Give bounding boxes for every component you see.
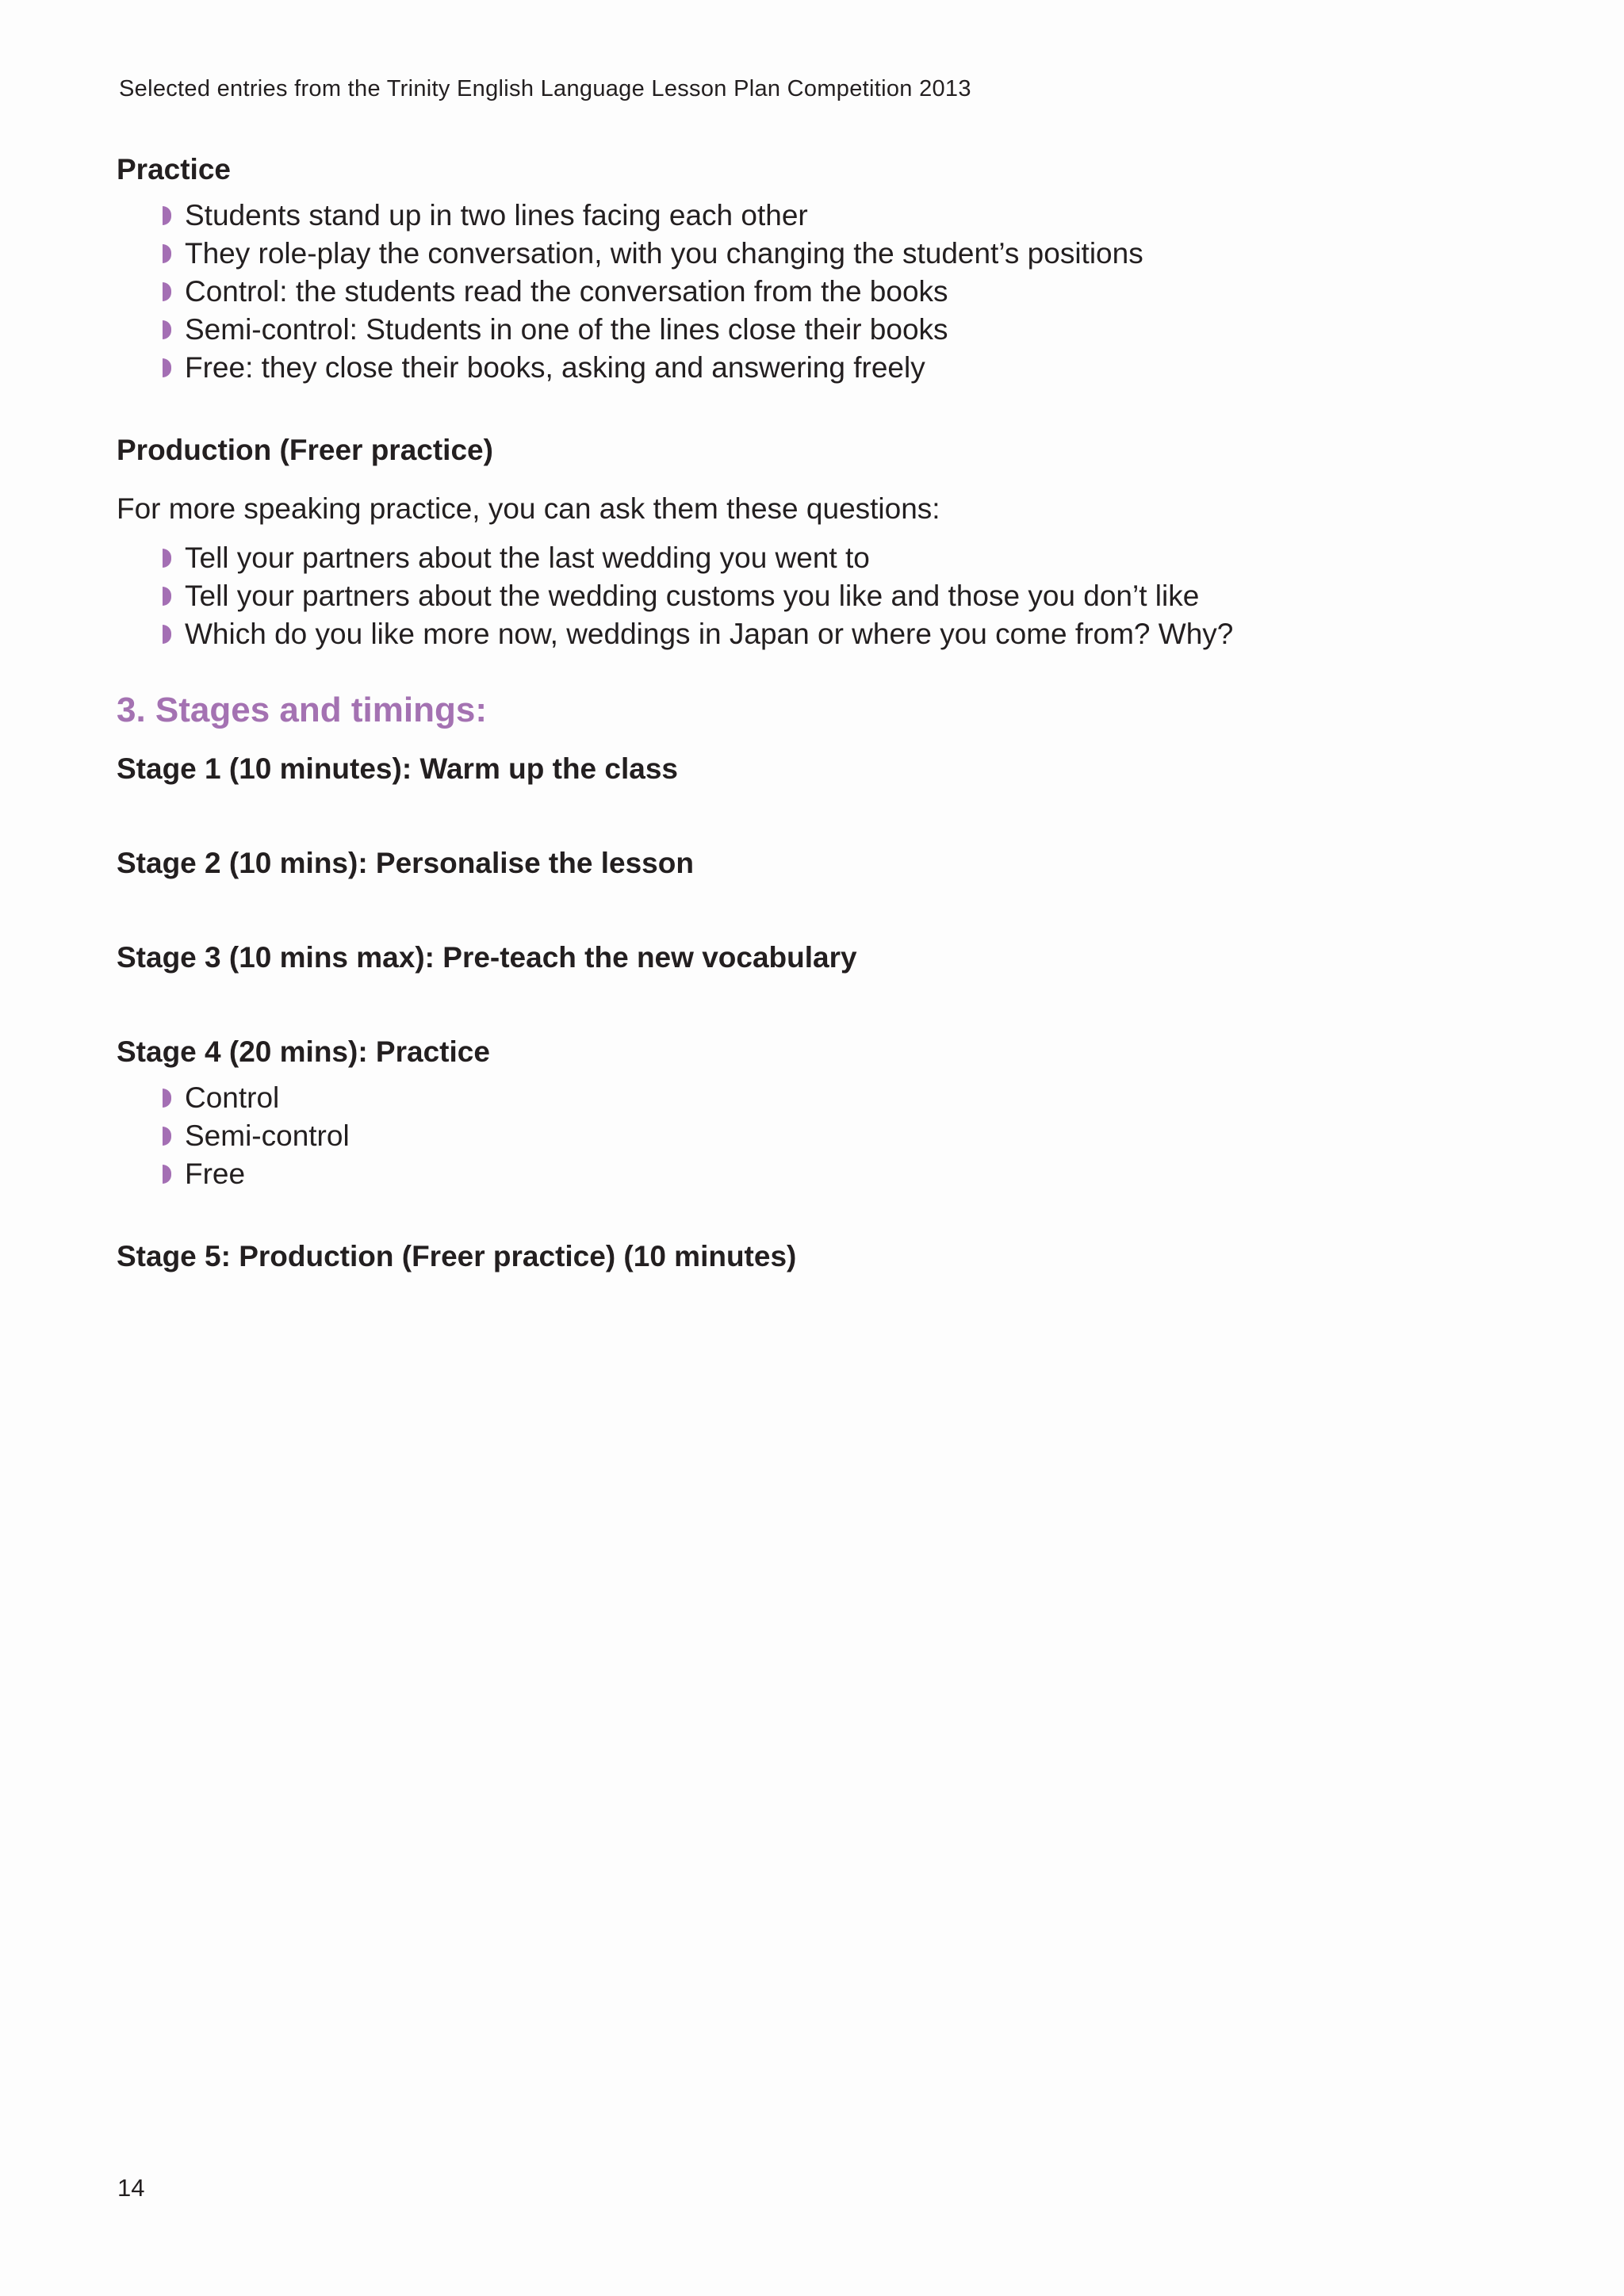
- page-number: 14: [117, 2174, 145, 2202]
- practice-heading: Practice: [117, 153, 231, 186]
- practice-list: [117, 197, 1512, 387]
- bullet-icon: [163, 587, 171, 606]
- stage-5-heading: Stage 5: Production (Freer practice) (10 minutes): [117, 1240, 797, 1272]
- bullet-icon: [163, 244, 171, 263]
- list-item: Tell your partners about the wedding customs you like and those you don’t like: [163, 577, 1512, 615]
- list-item: They role-play the conversation, with you changing the student’s positions: [163, 235, 1512, 273]
- list-item: Tell your partners about the last wedding you went to: [163, 539, 1512, 577]
- production-list: [117, 539, 1512, 653]
- list-item: Semi-control: [163, 1117, 1512, 1155]
- bullet-icon: [163, 625, 171, 644]
- stage-1-heading: Stage 1 (10 minutes): Warm up the class: [117, 752, 678, 785]
- stage-2-heading: Stage 2 (10 mins): Personalise the lesson: [117, 847, 694, 879]
- bullet-icon: [163, 358, 171, 377]
- bullet-icon: [163, 282, 171, 301]
- list-item: Free: [163, 1155, 1512, 1193]
- main-content: [117, 151, 1512, 1276]
- list-item: Control: [163, 1079, 1512, 1117]
- bullet-icon: [163, 1165, 171, 1184]
- stages-heading: 3. Stages and timings:: [117, 691, 487, 729]
- list-item: Control: the students read the conversation from the books: [163, 273, 1512, 311]
- bullet-icon: [163, 320, 171, 339]
- stage-4-list: [117, 1079, 1512, 1193]
- list-item: Semi-control: Students in one of the lines close their books: [163, 311, 1512, 349]
- stage-4-heading: Stage 4 (20 mins): Practice: [117, 1035, 490, 1068]
- list-item: Which do you like more now, weddings in Japan or where you come from? Why?: [163, 615, 1512, 653]
- list-item: Students stand up in two lines facing each other: [163, 197, 1512, 235]
- list-item: Free: they close their books, asking and answering freely: [163, 349, 1512, 387]
- running-header: Selected entries from the Trinity English Language Lesson Plan Competition 2013: [119, 76, 971, 101]
- bullet-icon: [163, 206, 171, 225]
- production-intro: For more speaking practice, you can ask them these questions:: [117, 492, 940, 525]
- stage-3-heading: Stage 3 (10 mins max): Pre-teach the new vocabulary: [117, 941, 857, 974]
- bullet-icon: [163, 1089, 171, 1108]
- bullet-icon: [163, 1127, 171, 1146]
- production-heading: Production (Freer practice): [117, 434, 493, 466]
- bullet-icon: [163, 549, 171, 568]
